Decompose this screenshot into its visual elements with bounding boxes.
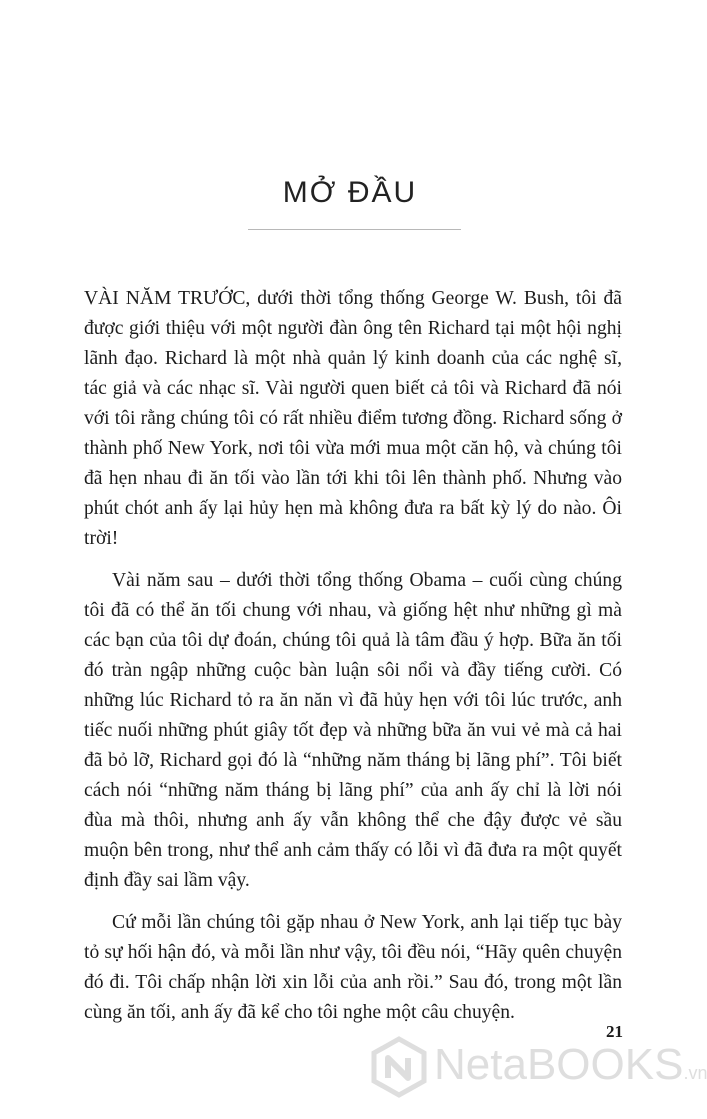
- page-number: 21: [606, 1022, 623, 1041]
- title-divider: [248, 229, 461, 230]
- paragraph-1: VÀI NĂM TRƯỚC, dưới thời tổng thống George W. Bush, tôi đã được giới thiệu với một người đàn ông tên Richard tại một hội nghị lãnh đạo. Richard là một nhà quản lý kinh doanh của các nghệ sĩ, tác giả và các nhạc sĩ. Vài người quen biết cả tôi và Richard đã nói với tôi rằng chúng tôi có rất nhiều điểm tương đồng. Richard sống ở thành phố New York, nơi tôi vừa mới mua một căn hộ, và chúng tôi đã hẹn nhau đi ăn tối vào lần tới khi tôi lên thành phố. Nhưng vào phút chót anh ấy lại hủy hẹn mà không đưa ra bất kỳ lý do nào. Ôi trời!: [84, 288, 622, 549]
- body-text: [84, 284, 622, 1028]
- watermark: [368, 1034, 707, 1100]
- neta-logo-icon: [368, 1036, 430, 1098]
- watermark-brand: [434, 1040, 707, 1090]
- paragraph-3: Cứ mỗi lần chúng tôi gặp nhau ở New York, anh lại tiếp tục bày tỏ sự hối hận đó, và mỗi lần như vậy, tôi đều nói, “Hãy quên chuyện đó đi. Tôi chấp nhận lời xin lỗi của anh rồi.” Sau đó, trong một lần cùng ăn tối, anh ấy đã kể cho tôi nghe một câu chuyện.: [84, 912, 622, 1023]
- watermark-brand-text: NetaBOOKS: [434, 1040, 684, 1089]
- paragraph-2: Vài năm sau – dưới thời tổng thống Obama – cuối cùng chúng tôi đã có thể ăn tối chung với nhau, và giống hệt như những gì mà các bạn của tôi dự đoán, chúng tôi quả là tâm đầu ý hợp. Bữa ăn tối đó tràn ngập những cuộc bàn luận sôi nổi và đầy tiếng cười. Có những lúc Richard tỏ ra ăn năn vì đã hủy hẹn với tôi lúc trước, anh tiếc nuối những phút giây tốt đẹp và những bữa ăn vui vẻ mà cả hai đã bỏ lỡ, Richard gọi đó là “những năm tháng bị lãng phí”. Tôi biết cách nói “những năm tháng bị lãng phí” của anh ấy chỉ là lời nói đùa mà thôi, nhưng anh ấy vẫn không thể che đậy được vẻ sầu muộn bên trong, như thể anh cảm thấy có lỗi vì đã đưa ra một quyết định đầy sai lầm vậy.: [84, 570, 622, 891]
- watermark-suffix: .vn: [683, 1063, 707, 1083]
- chapter-title: MỞ ĐẦU: [282, 176, 418, 209]
